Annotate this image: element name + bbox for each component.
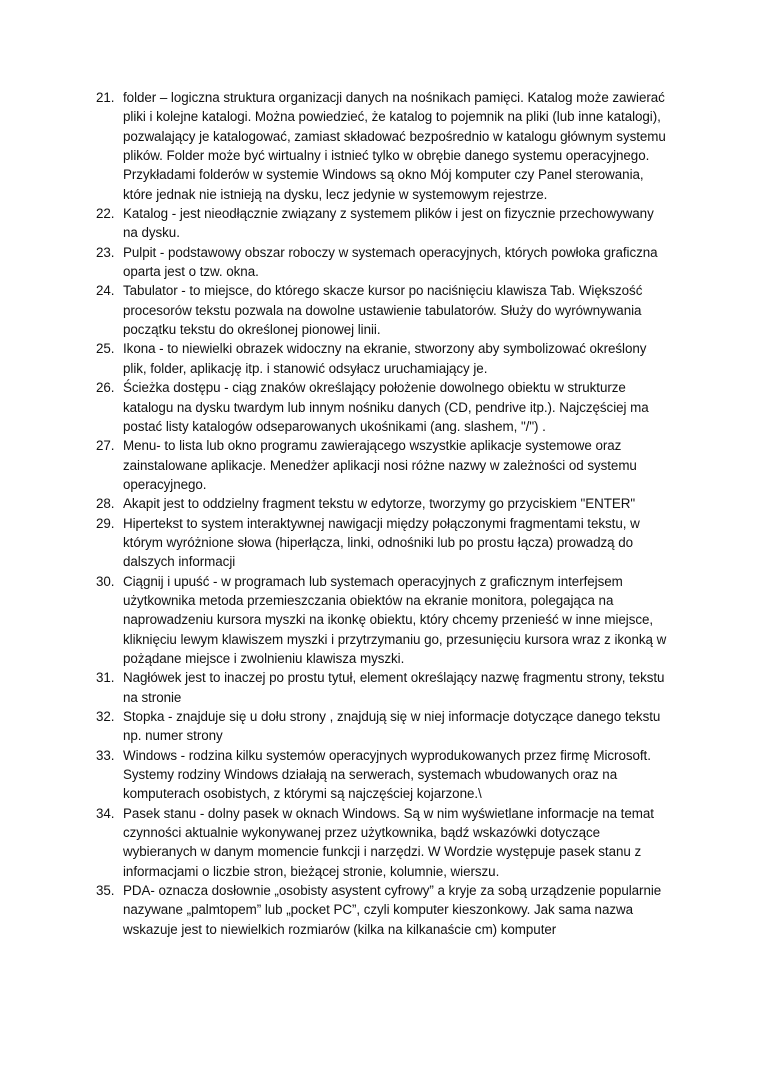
- list-item: [96, 746, 668, 804]
- item-text: Ikona - to niewielki obrazek widoczny na ekranie, stworzony aby symbolizować określony plik, folder, aplikację itp. i stanowić odsyłacz uruchamiający je.: [123, 341, 647, 376]
- item-number: 28.: [96, 496, 115, 512]
- list-item: [96, 514, 668, 572]
- item-text: Hipertekst to system interaktywnej nawigacji między połączonymi fragmentami tekstu, w którym wyróżnione słowa (hiperłącza, linki, odnośniki lub po prostu łącza) prowadzą do dalszych informacji: [123, 515, 640, 570]
- definition-list: [96, 88, 668, 939]
- item-text: Pasek stanu - dolny pasek w oknach Windows. Są w nim wyświetlane informacje na temat czynności aktualnie wykonywanej przez użytkownika, bądź wskazówki dotyczące wybieranych w danym momencie funkcji i narzędzi. W Wordzie występuje pasek stanu z informacjami o liczbie stron, bieżącej stronie, kolumnie, wierszu.: [123, 805, 654, 879]
- item-number: 35.: [96, 883, 115, 899]
- item-text: Tabulator - to miejsce, do którego skacze kursor po naciśnięciu klawisza Tab. Większość procesorów tekstu pozwala na dowolne ustawienie tabulatorów. Służy do wyrównywania początku tekstu do określonej pionowej linii.: [123, 283, 643, 338]
- list-item: [96, 881, 668, 939]
- item-text: Ciągnij i upuść - w programach lub systemach operacyjnych z graficznym interfejsem użytkownika metoda przemieszczania obiektów na ekranie monitora, polegająca na naprowadzeniu kursora myszki na ikonkę obiektu, który chcemy przenieść w inne miejsce, kliknięciu lewym klawiszem myszki i przytrzymaniu go, przesunięciu kursora wraz z ikonką w pożądane miejsce i zwolnieniu klawisza myszki.: [123, 573, 667, 666]
- item-number: 27.: [96, 438, 115, 454]
- list-item: [96, 804, 668, 881]
- item-text: Katalog - jest nieodłącznie związany z systemem plików i jest on fizycznie przechowywany na dysku.: [123, 206, 654, 241]
- item-number: 26.: [96, 380, 115, 396]
- item-number: 23.: [96, 244, 115, 260]
- item-text: Stopka - znajduje się u dołu strony , znajdują się w niej informacje dotyczące danego tekstu np. numer strony: [123, 709, 661, 744]
- list-item: [96, 707, 668, 746]
- list-item: [96, 436, 668, 494]
- item-text: Ścieżka dostępu - ciąg znaków określający położenie dowolnego obiektu w strukturze katalogu na dysku twardym lub innym nośniku danych (CD, pendrive itp.). Najczęściej ma postać listy katalogów odseparowanych ukośnikami (ang. slashem, "/") .: [123, 380, 649, 434]
- item-text: Windows - rodzina kilku systemów operacyjnych wyprodukowanych przez firmę Microsoft. Systemy rodziny Windows działają na serwerach, systemach wbudowanych oraz na komputerach osobistych, z którymi są najczęściej kojarzone.\: [123, 747, 651, 802]
- item-number: 29.: [96, 515, 115, 531]
- item-number: 21.: [96, 90, 115, 105]
- item-number: 31.: [96, 670, 115, 686]
- list-item: [96, 88, 668, 204]
- list-item: [96, 668, 668, 707]
- item-text: Akapit jest to oddzielny fragment tekstu w edytorze, tworzymy go przyciskiem "ENTER": [123, 496, 636, 512]
- item-number: 24.: [96, 283, 115, 299]
- item-text: Menu- to lista lub okno programu zawierającego wszystkie aplikacje systemowe oraz zainstalowane aplikacje. Menedżer aplikacji nosi różne nazwy w zależności od systemu operacyjnego.: [123, 438, 637, 492]
- list-item: [96, 243, 668, 282]
- item-number: 33.: [96, 747, 115, 763]
- item-number: 22.: [96, 206, 115, 222]
- list-item: [96, 494, 668, 513]
- list-item: [96, 378, 668, 436]
- item-number: 34.: [96, 805, 115, 821]
- item-number: 32.: [96, 709, 115, 724]
- item-number: 30.: [96, 573, 115, 589]
- list-item: [96, 281, 668, 339]
- item-number: 25.: [96, 341, 115, 357]
- item-text: folder – logiczna struktura organizacji danych na nośnikach pamięci. Katalog może zawierać pliki i kolejne katalogi. Można powiedzieć, że katalog to pojemnik na pliki (lub inne katalogi), pozwalający je katalogować, zamiast składować bezpośrednio w katalogu głównym systemu plików. Folder może być wirtualny i istnieć tylko w obrębie danego systemu operacyjnego. Przykładami folderów w systemie Windows są okno Mój komputer czy Panel sterowania, które jednak nie istnieją na dysku, lecz jedynie w systemowym rejestrze.: [123, 90, 666, 202]
- list-item: [96, 204, 668, 243]
- item-text: Nagłówek jest to inaczej po prostu tytuł, element określający nazwę fragmentu strony, tekstu na stronie: [123, 670, 665, 705]
- list-item: [96, 572, 668, 669]
- item-text: Pulpit - podstawowy obszar roboczy w systemach operacyjnych, których powłoka graficzna oparta jest o tzw. okna.: [123, 244, 658, 280]
- list-item: [96, 339, 668, 378]
- item-text: PDA- oznacza dosłownie „osobisty asystent cyfrowy” a kryje za sobą urządzenie popularnie nazywane „palmtopem” lub „pocket PC”, czyli komputer kieszonkowy. Jak sama nazwa wskazuje jest to niewielkich rozmiarów (kilka na kilkanaście cm) komputer: [123, 883, 662, 937]
